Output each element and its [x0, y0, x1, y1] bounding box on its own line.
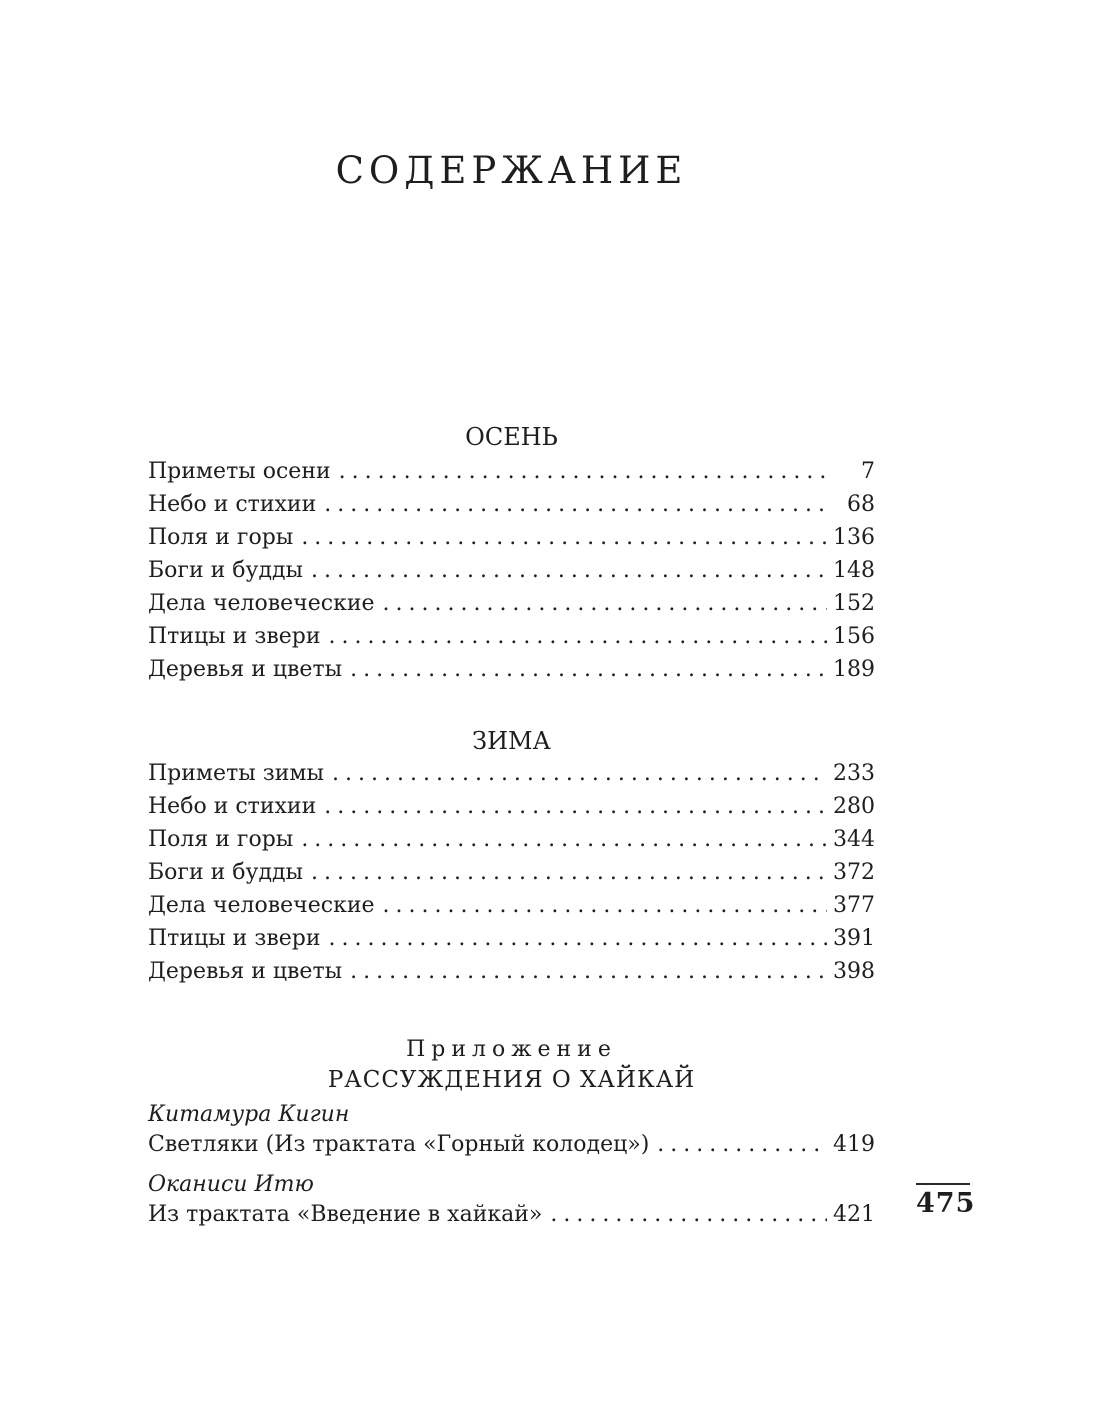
- dot-leader: [324, 790, 827, 823]
- entry-label: Небо и стихии: [148, 492, 317, 517]
- entry-label: Боги и будды: [148, 558, 304, 583]
- entry-label: Боги и будды: [148, 860, 304, 885]
- entry-page-number: 421: [833, 1202, 875, 1227]
- toc-entry: [148, 455, 875, 488]
- entry-page-number: 7: [861, 459, 875, 484]
- dot-leader: [311, 554, 827, 587]
- entry-page-number: 68: [847, 492, 875, 517]
- entry-label: Птицы и звери: [148, 926, 321, 951]
- entry-label: Птицы и звери: [148, 624, 321, 649]
- toc-entry: [148, 1198, 875, 1231]
- entry-label: Из трактата «Введение в хайкай»: [148, 1202, 543, 1227]
- entry-page-number: 152: [833, 591, 875, 616]
- folio-number: 475: [916, 1183, 970, 1219]
- dot-leader: [301, 823, 827, 856]
- entry-page-number: 233: [833, 761, 875, 786]
- entry-page-number: 372: [833, 860, 875, 885]
- toc-entry: [148, 554, 875, 587]
- appendix-kicker: Приложение: [406, 1037, 617, 1062]
- entry-page-number: 377: [833, 893, 875, 918]
- appendix-heading: РАССУЖДЕНИЯ О ХАЙКАЙ: [327, 1067, 696, 1093]
- toc-entry: [148, 620, 875, 653]
- entry-label: Дела человеческие: [148, 591, 375, 616]
- toc-entry: [148, 790, 875, 823]
- dot-leader: [301, 521, 827, 554]
- toc-entry: [148, 955, 875, 988]
- section-heading-winter: ЗИМА: [472, 727, 551, 755]
- entry-page-number: 148: [833, 558, 875, 583]
- entry-page-number: 280: [833, 794, 875, 819]
- entry-page-number: 391: [833, 926, 875, 951]
- author-name: Оканиси Итю: [148, 1172, 314, 1197]
- toc-entry: [148, 922, 875, 955]
- entry-label: Небо и стихии: [148, 794, 317, 819]
- dot-leader: [350, 653, 827, 686]
- dot-leader: [350, 955, 827, 988]
- dot-leader: [383, 889, 828, 922]
- entry-label: Приметы зимы: [148, 761, 325, 786]
- dot-leader: [332, 757, 827, 790]
- toc-entry: [148, 889, 875, 922]
- toc-entry: [148, 587, 875, 620]
- dot-leader: [328, 922, 827, 955]
- toc-entry: [148, 757, 875, 790]
- entry-label: Деревья и цветы: [148, 657, 343, 682]
- dot-leader: [550, 1198, 827, 1231]
- toc-entry: [148, 823, 875, 856]
- dot-leader: [383, 587, 828, 620]
- entry-label: Приметы осени: [148, 459, 331, 484]
- entry-label: Светляки (Из трактата «Горный колодец»): [148, 1132, 650, 1157]
- entry-label: Поля и горы: [148, 525, 294, 550]
- entry-label: Дела человеческие: [148, 893, 375, 918]
- dot-leader: [657, 1128, 827, 1161]
- entry-page-number: 398: [833, 959, 875, 984]
- toc-entry: [148, 521, 875, 554]
- entry-page-number: 189: [833, 657, 875, 682]
- entry-label: Деревья и цветы: [148, 959, 343, 984]
- toc-entry: [148, 653, 875, 686]
- toc-entry: [148, 856, 875, 889]
- entry-page-number: 419: [833, 1132, 875, 1157]
- toc-entry: [148, 1128, 875, 1161]
- entry-page-number: 156: [833, 624, 875, 649]
- entry-label: Поля и горы: [148, 827, 294, 852]
- entry-page-number: 136: [833, 525, 875, 550]
- toc-content: [148, 0, 875, 1231]
- entry-page-number: 344: [833, 827, 875, 852]
- dot-leader: [311, 856, 827, 889]
- toc-entry: [148, 488, 875, 521]
- dot-leader: [339, 455, 827, 488]
- section-heading-autumn: ОСЕНЬ: [465, 423, 558, 451]
- dot-leader: [328, 620, 827, 653]
- author-name: Китамура Кигин: [148, 1102, 350, 1127]
- page-title: СОДЕРЖАНИЕ: [335, 149, 688, 192]
- dot-leader: [324, 488, 827, 521]
